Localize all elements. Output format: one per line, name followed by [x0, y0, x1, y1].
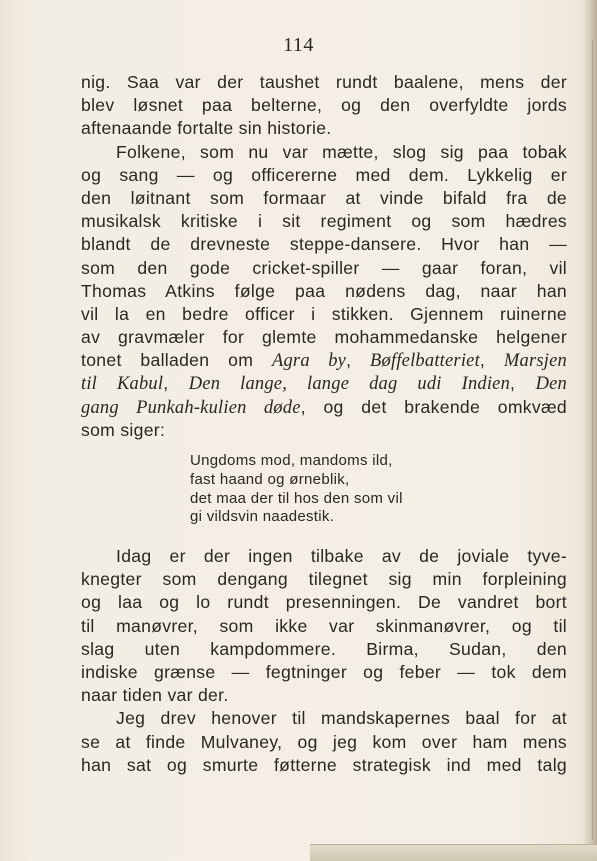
song-title: Den lange, lange dag udi Indien [188, 374, 511, 395]
text-block-upper [81, 71, 567, 442]
page-edge-line [592, 40, 593, 840]
text-line: Jeg drev henover til mandskapernes baal for at [116, 708, 567, 729]
song-title: gang Punkah-kulien døde [81, 397, 301, 418]
text-line: Thomas Atkins følge paa nødens dag, naar han [81, 280, 567, 301]
text-line: og sang — og officererne med dem. Lykkelig er [81, 164, 567, 185]
song-title: til Kabul [81, 374, 164, 395]
text-line: naar tiden var der. [81, 685, 229, 706]
song-title: Marsjen [503, 351, 567, 372]
text-line: blandt de drevneste steppe-dansere. Hvor han — [81, 234, 567, 255]
text-line: Idag er der ingen tilbake av de joviale tyve- [116, 546, 567, 566]
text-line-songs-1: tonet balladen om Agra by, Bøffelbatteriet, Marsjen [81, 350, 567, 372]
text-line-songs-3: gang Punkah-kulien døde, og det brakende omkvæd [81, 396, 567, 418]
poem-line: gi vildsvin naadestik. [190, 508, 335, 526]
text-line: den løitnant som formaar at vinde bifald fra de [81, 187, 567, 208]
poem-line: fast haand og ørneblik, [190, 470, 350, 488]
poem-line: Ungdoms mod, mandoms ild, [190, 452, 393, 469]
text-line: til manøvrer, som ikke var skinmanøvrer, og til [81, 615, 567, 636]
text-line: aftenaande fortalte sin historie. [81, 118, 332, 139]
text-block-lower [81, 545, 567, 777]
poem-line: det maa der til hos den som vil [190, 489, 403, 507]
text-line: vil la en bedre officer i stikken. Gjennem ruinerne [81, 303, 567, 324]
page-bottom-strip [310, 844, 597, 861]
text-line: knegter som dengang tilegnet sig min forpleining [81, 569, 567, 590]
text-line: og laa og lo rundt presenningen. De vandret bort [81, 592, 567, 613]
text-line: han sat og smurte føtterne strategisk ind med talg [81, 754, 567, 775]
text-line: blev løsnet paa belterne, og den overfyldte jords [81, 95, 567, 116]
text-line: av gravmæler for glemte mohammedanske helgener [81, 327, 567, 348]
text-line: Folkene, som nu var mætte, slog sig paa tobak [116, 141, 567, 162]
poem-verse [190, 452, 490, 527]
text-line: som den gode cricket-spiller — gaar foran, vil [81, 257, 567, 278]
page-number: 114 [283, 34, 314, 56]
text-line: nig. Saa var der taushet rundt baalene, mens der [81, 72, 567, 92]
song-title: Den [535, 374, 567, 395]
song-title: Bøffelbatteriet [370, 351, 480, 372]
text-line: som siger: [81, 419, 166, 440]
page-edge-shadow [583, 0, 597, 861]
text-line: slag uten kampdommere. Birma, Sudan, den [81, 638, 567, 659]
text-line: indiske grænse — fegtninger og feber — tok dem [81, 661, 567, 682]
song-title: Agra by [271, 351, 347, 372]
text-line-songs-2: til Kabul, Den lange, lange dag udi Indien, Den [81, 373, 567, 395]
text-line: musikalsk kritiske i sit regiment og som hædres [81, 211, 567, 232]
text-line: se at finde Mulvaney, og jeg kom over ham mens [81, 731, 567, 752]
